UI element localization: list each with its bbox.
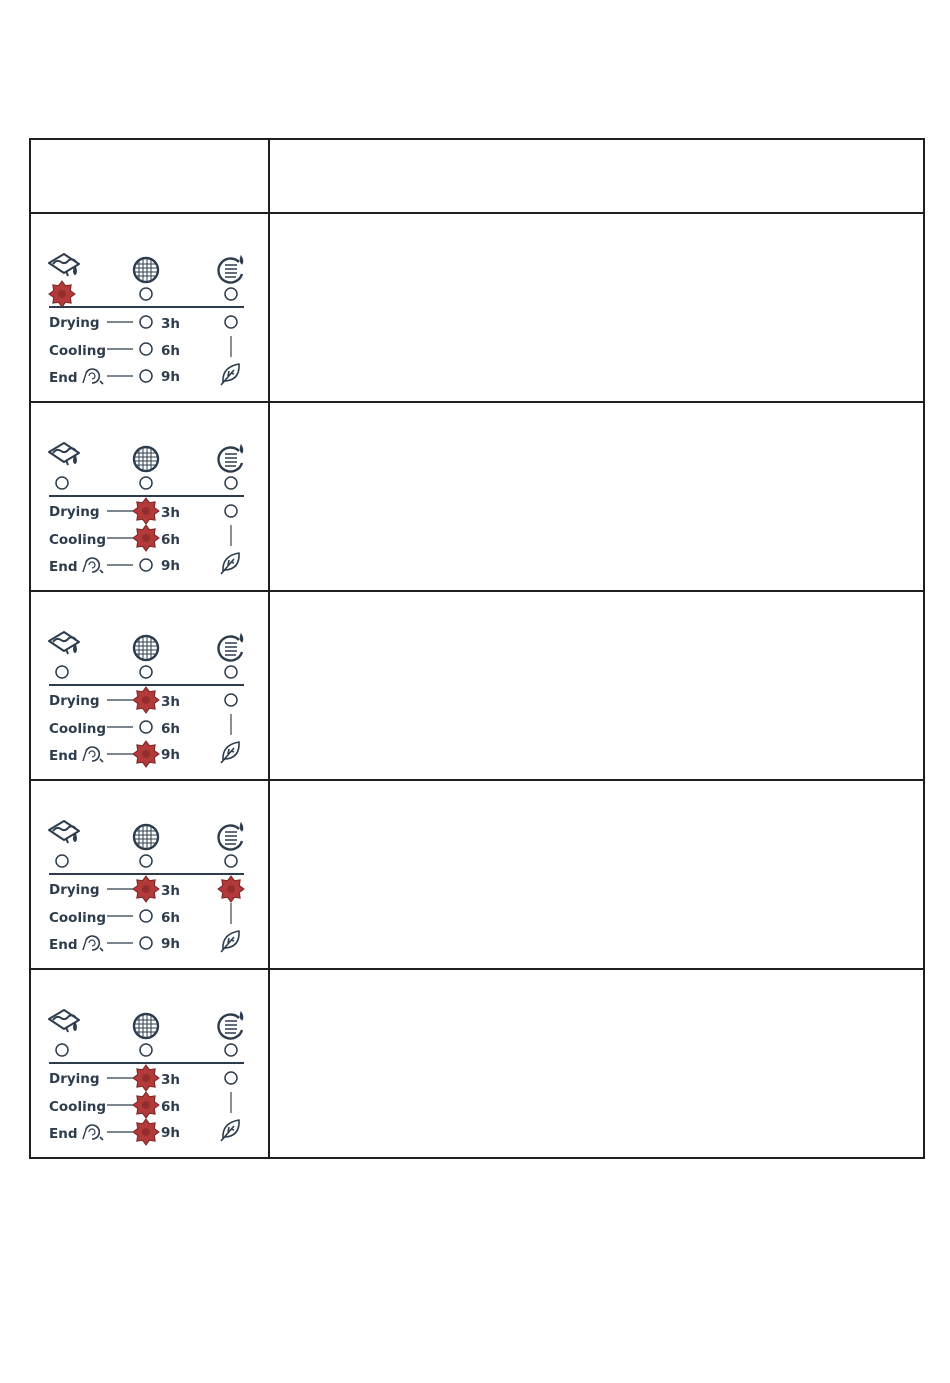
led-off-circle: [225, 855, 237, 867]
panel-cell: [30, 969, 269, 1158]
time-3h-label: 3h: [161, 316, 181, 332]
header-cell-panel: [30, 139, 269, 213]
led-off-circle: [56, 477, 68, 489]
led-3h: [140, 316, 152, 328]
cotton-grid-icon: [134, 1014, 158, 1038]
led-off-circle: [225, 316, 237, 328]
iron-dry-icon: [219, 256, 243, 282]
led-lit-core: [142, 750, 150, 758]
led-iron: [225, 855, 237, 867]
leaf-icon: [221, 364, 239, 385]
led-eco: [225, 505, 237, 517]
time-6h-label: 6h: [161, 343, 181, 359]
led-off-circle: [225, 1044, 237, 1056]
led-9h: [140, 370, 152, 382]
control-panel: [31, 970, 268, 1157]
led-6h-on: [133, 525, 159, 551]
led-iron: [225, 477, 237, 489]
cotton-grid-icon: [134, 636, 158, 660]
cotton-grid-icon: [134, 447, 158, 471]
led-off-circle: [225, 477, 237, 489]
cooling-label: Cooling: [49, 1099, 106, 1115]
panel-cell: [30, 780, 269, 969]
led-off-circle: [56, 855, 68, 867]
iron-dry-icon: [219, 1012, 243, 1038]
led-cotton: [140, 288, 152, 300]
led-eco: [225, 316, 237, 328]
panel-cell: [30, 591, 269, 780]
leaf-icon: [221, 553, 239, 574]
time-3h-label: 3h: [161, 505, 181, 521]
led-lit-core: [142, 534, 150, 542]
anti-crease-icon: [86, 558, 103, 573]
led-3h-on: [133, 687, 159, 713]
led-9h: [140, 559, 152, 571]
time-3h-label: 3h: [161, 694, 181, 710]
control-panel: [31, 592, 268, 779]
end-label: End /: [49, 559, 88, 575]
led-lit-core: [142, 507, 150, 515]
iron-dry-icon: [219, 445, 243, 471]
end-label: End /: [49, 1126, 88, 1142]
led-lit-core: [142, 1128, 150, 1136]
led-off-circle: [56, 666, 68, 678]
led-lit-core: [142, 1101, 150, 1109]
time-3h-label: 3h: [161, 1072, 181, 1088]
table-header-row: [30, 139, 924, 213]
description-cell: [269, 591, 924, 780]
led-off-circle: [140, 937, 152, 949]
led-3h-on: [133, 1065, 159, 1091]
anti-crease-icon: [86, 936, 103, 951]
leaf-icon: [221, 1120, 239, 1141]
time-9h-label: 9h: [161, 1125, 181, 1141]
led-9h-on: [133, 741, 159, 767]
table-row: [30, 402, 924, 591]
table-row: [30, 780, 924, 969]
time-6h-label: 6h: [161, 721, 181, 737]
control-panel: [31, 781, 268, 968]
panel-cell: [30, 213, 269, 402]
led-6h: [140, 910, 152, 922]
led-off-circle: [140, 855, 152, 867]
led-iron: [225, 288, 237, 300]
led-wet: [56, 477, 68, 489]
led-eco: [225, 1072, 237, 1084]
led-off-circle: [140, 559, 152, 571]
led-eco-on: [218, 876, 244, 902]
led-cotton: [140, 855, 152, 867]
table-row: [30, 213, 924, 402]
control-panel: [31, 214, 268, 401]
led-off-circle: [140, 1044, 152, 1056]
led-wet: [56, 855, 68, 867]
led-3h-on: [133, 498, 159, 524]
led-wet: [56, 666, 68, 678]
led-off-circle: [140, 343, 152, 355]
cooling-label: Cooling: [49, 532, 106, 548]
wet-clothes-icon: [49, 821, 79, 843]
cotton-grid-icon: [134, 825, 158, 849]
led-3h-on: [133, 876, 159, 902]
table-row: [30, 591, 924, 780]
time-6h-label: 6h: [161, 910, 181, 926]
led-iron: [225, 666, 237, 678]
led-off-circle: [140, 370, 152, 382]
indicator-table: [29, 138, 925, 1159]
description-cell: [269, 213, 924, 402]
panel-cell: [30, 402, 269, 591]
description-cell: [269, 969, 924, 1158]
led-lit-core: [142, 696, 150, 704]
drying-label: Drying: [49, 315, 100, 331]
time-6h-label: 6h: [161, 1099, 181, 1115]
anti-crease-icon: [86, 747, 103, 762]
time-3h-label: 3h: [161, 883, 181, 899]
end-label: End /: [49, 748, 88, 764]
led-off-circle: [225, 505, 237, 517]
leaf-icon: [221, 931, 239, 952]
led-6h: [140, 343, 152, 355]
wet-clothes-icon: [49, 632, 79, 654]
led-off-circle: [140, 666, 152, 678]
leaf-icon: [221, 742, 239, 763]
end-label: End /: [49, 937, 88, 953]
led-off-circle: [140, 316, 152, 328]
drying-label: Drying: [49, 693, 100, 709]
description-cell: [269, 780, 924, 969]
led-off-circle: [225, 1072, 237, 1084]
table-row: [30, 969, 924, 1158]
led-lit-core: [142, 1074, 150, 1082]
led-9h: [140, 937, 152, 949]
iron-dry-icon: [219, 634, 243, 660]
led-eco: [225, 694, 237, 706]
led-off-circle: [225, 288, 237, 300]
drying-label: Drying: [49, 1071, 100, 1087]
wet-clothes-icon: [49, 443, 79, 465]
led-off-circle: [140, 910, 152, 922]
cooling-label: Cooling: [49, 721, 106, 737]
cooling-label: Cooling: [49, 343, 106, 359]
drying-label: Drying: [49, 504, 100, 520]
led-off-circle: [140, 721, 152, 733]
led-cotton: [140, 477, 152, 489]
led-off-circle: [225, 666, 237, 678]
anti-crease-icon: [86, 1125, 103, 1140]
led-6h: [140, 721, 152, 733]
led-6h-on: [133, 1092, 159, 1118]
led-cotton: [140, 1044, 152, 1056]
led-cotton: [140, 666, 152, 678]
description-cell: [269, 402, 924, 591]
wet-clothes-icon: [49, 254, 79, 276]
anti-crease-icon: [86, 369, 103, 384]
time-9h-label: 9h: [161, 369, 181, 385]
led-9h-on: [133, 1119, 159, 1145]
led-off-circle: [56, 1044, 68, 1056]
iron-dry-icon: [219, 823, 243, 849]
wet-clothes-icon: [49, 1010, 79, 1032]
control-panel: [31, 403, 268, 590]
led-iron: [225, 1044, 237, 1056]
led-wet-on: [49, 281, 75, 307]
header-cell-description: [269, 139, 924, 213]
led-off-circle: [225, 694, 237, 706]
led-lit-core: [58, 290, 66, 298]
led-off-circle: [140, 477, 152, 489]
time-9h-label: 9h: [161, 558, 181, 574]
end-label: End /: [49, 370, 88, 386]
led-lit-core: [227, 885, 235, 893]
led-wet: [56, 1044, 68, 1056]
cooling-label: Cooling: [49, 910, 106, 926]
time-9h-label: 9h: [161, 936, 181, 952]
led-off-circle: [140, 288, 152, 300]
drying-label: Drying: [49, 882, 100, 898]
time-9h-label: 9h: [161, 747, 181, 763]
cotton-grid-icon: [134, 258, 158, 282]
led-lit-core: [142, 885, 150, 893]
time-6h-label: 6h: [161, 532, 181, 548]
